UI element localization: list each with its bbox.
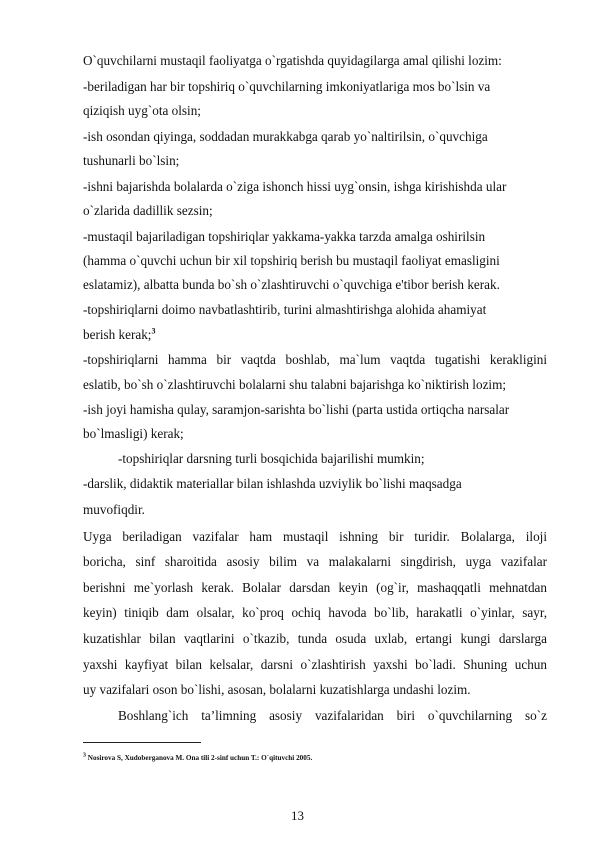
text-line: Boshlang`ich ta’limning asosiy vazifalaridan biri o`quvchilarning so`z [118,708,547,723]
text-line: berishni me`yorlash kerak. Bolalar darsdan keyin (og`ir, mashaqqatli mehnatdan [83,580,547,595]
text-line: -ish osondan qiyinga, soddadan murakkabga qarab yo`naltirilsin, o`quvchiga [83,129,488,144]
text-line: yaxshi kayfiyat bilan kelsalar, darsni o`zlashtirish yaxshi bo`ladi. Shuning uchun [83,657,547,672]
text-line: eslatib, bo`sh o`zlashtiruvchi bolalarni shu talabni bajarishga ko`niktirish lozim; [83,377,507,392]
text-line: -beriladigan har bir topshiriq o`quvchilarning imkoniyatlariga mos bo`lsin va [83,79,491,94]
text-line: -ishni bajarishda bolalarda o`ziga ishonch hissi uyg`onsin, ishga kirishishda ular [83,179,507,194]
text-line: Uyga beriladigan vazifalar ham mustaqil ishning bir turidir. Bolalarga, iloji [83,529,547,544]
text-line: o`zlarida dadillik sezsin; [83,203,213,218]
text-line: tushunarli bo`lsin; [83,153,180,168]
text-line: -mustaqil bajariladigan topshiriqlar yakkama-yakka tarzda amalga oshirilsin [83,229,486,244]
text-line: -ish joyi hamisha qulay, saramjon-sarishta bo`lishi (parta ustida ortiqcha narsalar [83,402,510,417]
text-line: -topshiriqlarni hamma bir vaqtda boshlab, ma`lum vaqtda tugatishi kerakligini [83,352,547,367]
footnote-text: Nosirova S, Xudoberganova M. Ona tili 2-sinf uchun T.: O`qituvchi 2005. [87,754,313,762]
footnote-number: 3 [83,752,86,759]
text-line: muvofiqdir. [83,502,145,517]
text-line: -topshiriqlarni doimo navbatlashtirib, turini almashtirishga alohida ahamiyat [83,302,487,317]
text-line: bo`lmasligi) kerak; [83,426,184,441]
text-line-content: berish kerak; [83,327,152,342]
text-line: -topshiriqlar darsning turli bosqichida bajarilishi mumkin; [118,451,425,466]
text-line: (hamma o`quvchi uchun bir xil topshiriq berish bu mustaqil faoliyat emasligini [83,253,500,268]
text-line: eslatamiz), albatta bunda bo`sh o`zlashtiruvchi o`quvchiga e'tibor berish kerak. [83,277,500,292]
text-line [83,327,547,343]
footnote-separator [83,742,201,743]
page-number: 13 [291,808,304,823]
text-line: keyin) tiniqib dam olsalar, ko`proq ochiq havoda bo`lib, harakatli o`yinlar, sayr, [83,605,547,620]
footnote [83,753,312,763]
text-line: -darslik, didaktik materiallar bilan ishlashda uzviylik bo`lishi maqsadga [83,476,462,491]
text-line: kuzatishlar bilan vaqtlarini o`tkazib, tunda osuda uxlab, ertangi kungi darslarga [83,631,547,646]
text-line: qiziqish uyg`ota olsin; [83,103,201,118]
footnote-ref: 3 [151,326,156,336]
text-line: O`quvchilarni mustaqil faoliyatga o`rgatishda quyidagilarga amal qilishi lozim: [83,53,502,68]
text-line: uy vazifalari oson bo`lishi, asosan, bolalarni kuzatishlarga undashi lozim. [83,682,471,697]
text-line: boricha, sinf sharoitida asosiy bilim va malakalarni singdirish, uyga vazifalar [83,554,547,569]
